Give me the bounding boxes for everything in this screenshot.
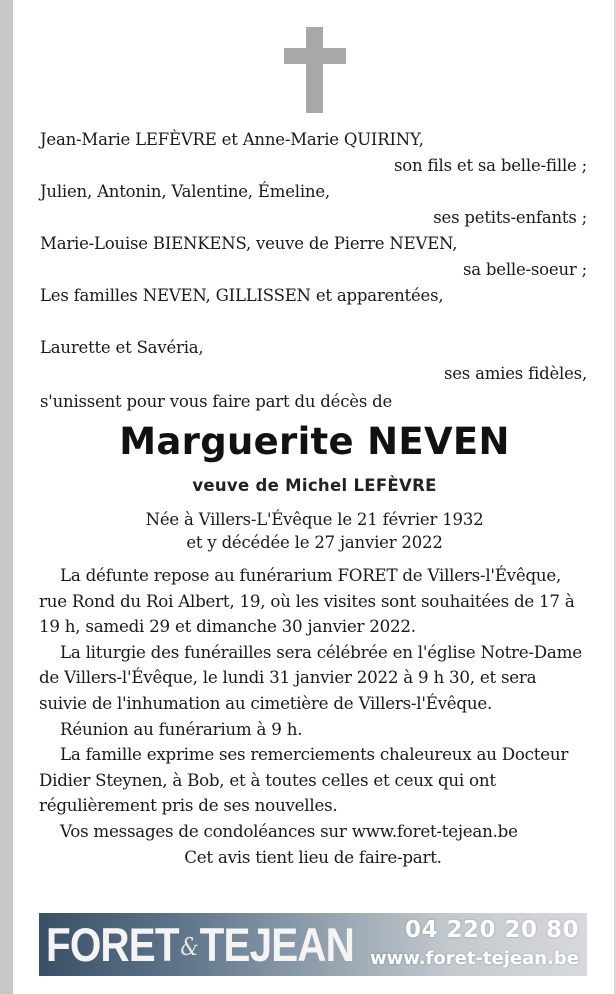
latin-cross-icon [284, 27, 346, 113]
family-relation: ses petits-enfants ; [433, 208, 587, 227]
death-line: et y décédée le 27 janvier 2022 [186, 533, 443, 552]
family-relation: sa belle-soeur ; [462, 260, 587, 279]
left-border [0, 0, 13, 994]
family-line: Julien, Antonin, Valentine, Émeline, [40, 182, 330, 201]
family-line: Laurette et Savéria, [40, 338, 204, 357]
brand-logo [46, 917, 354, 975]
announcement-line: s'unissent pour vous faire part du décès de [40, 392, 393, 411]
notice-body [39, 563, 587, 870]
brand-left: FORET [46, 918, 179, 971]
deceased-name: Marguerite NEVEN [119, 420, 510, 463]
funeral-home-banner[interactable] [39, 913, 587, 976]
brand-right: TEJEAN [199, 918, 354, 971]
paragraph-visitation: La défunte repose au funérarium FORET de Villers-l'Évêque, rue Rond du Roi Albert, 19, où les visites sont souhaitées de 17 à 19 h, samedi 29 et dimanche 30 janvier 2022. [39, 565, 575, 637]
phone-number[interactable]: 04 220 20 80 [404, 917, 579, 943]
paragraph-meeting: Réunion au funérarium à 9 h. [60, 718, 303, 739]
birth-line: Née à Villers-L'Évêque le 21 février 1932 [145, 510, 484, 529]
condolences-line: Vos messages de condoléances sur www.foret-tejean.be [60, 820, 518, 841]
family-relation: son fils et sa belle-fille ; [394, 156, 587, 175]
paragraph-thanks: La famille exprime ses remerciements chaleureux au Docteur Didier Steynen, à Bob, et à toutes celles et ceux qui ont régulièrement pris de ses nouvelles. [39, 744, 569, 816]
family-relation: ses amies fidèles, [443, 364, 587, 383]
family-line: Marie-Louise BIENKENS, veuve de Pierre NEVEN, [40, 234, 458, 253]
family-line: Les familles NEVEN, GILLISSEN et apparentées, [40, 286, 444, 305]
website-link[interactable]: www.foret-tejean.be [369, 948, 579, 969]
deceased-subtitle: veuve de Michel LEFÈVRE [192, 476, 437, 495]
closing-line: Cet avis tient lieu de faire-part. [184, 846, 442, 867]
paragraph-liturgy: La liturgie des funérailles sera célébrée en l'église Notre-Dame de Villers-l'Évêque, le lundi 31 janvier 2022 à 9 h 30, et sera suivie de l'inhumation au cimetière de Villers-l'Évêque. [39, 641, 582, 713]
brand-ampersand: & [180, 933, 198, 961]
family-line: Jean-Marie LEFÈVRE et Anne-Marie QUIRINY, [40, 130, 424, 149]
